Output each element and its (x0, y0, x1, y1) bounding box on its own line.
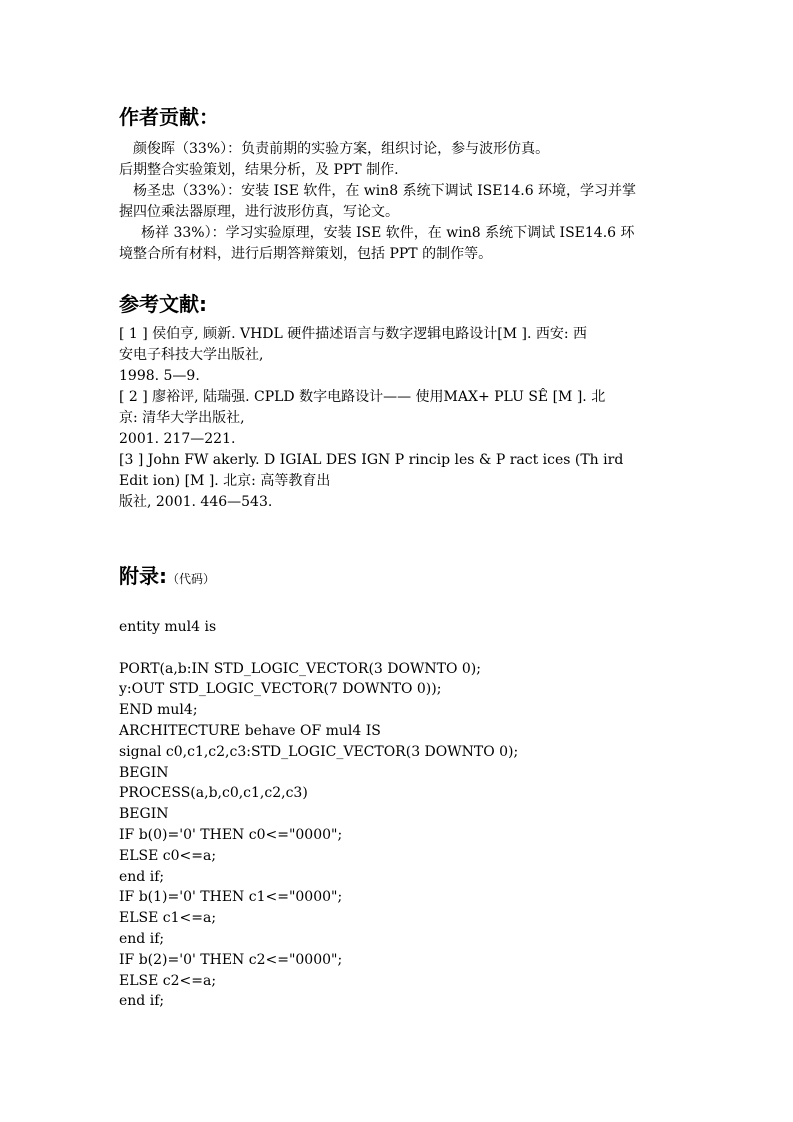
reference-line: 1998. 5—9. (119, 368, 200, 384)
code-line: ELSE c1<=a; (119, 910, 217, 927)
contribution-line: 后期整合实验策划，结果分析，及 PPT 制作. (119, 162, 399, 178)
reference-line: 版社, 2001. 446—543. (119, 494, 273, 510)
contribution-line: 握四位乘法器原理，进行波形仿真，写论文。 (119, 204, 399, 220)
code-line: BEGIN (119, 764, 169, 781)
appendix-heading-note: （代码） (167, 572, 216, 586)
contribution-line: 杨圣忠（33%）：安装 ISE 软件，在 win8 系统下调试 ISE14.6 环境，学习并掌 (133, 183, 637, 199)
code-line: end if; (119, 868, 165, 885)
reference-line: Edit ion) [M ]. 北京: 高等教育出 (119, 473, 331, 489)
reference-line: [ 2 ] 廖裕评, 陆瑞强. CPLD 数字电路设计—— 使用MAX+ PLU SÊ [M ]. 北 (119, 389, 606, 405)
code-line: IF b(2)='0' THEN c2<="0000"; (119, 951, 343, 968)
contributions-text (119, 139, 675, 265)
code-line: signal c0,c1,c2,c3:STD_LOGIC_VECTOR(3 DOWNTO 0); (119, 743, 519, 760)
code-line: BEGIN (119, 806, 169, 823)
reference-line: 京: 清华大学出版社, (119, 410, 245, 426)
code-line: END mul4; (119, 702, 198, 719)
code-line: ELSE c2<=a; (119, 972, 217, 989)
code-line: PROCESS(a,b,c0,c1,c2,c3) (119, 785, 308, 802)
code-line: ARCHITECTURE behave OF mul4 IS (119, 722, 381, 739)
contributions-heading: 作者贡献： (119, 105, 219, 129)
code-line: IF b(1)='0' THEN c1<="0000"; (119, 889, 343, 906)
code-line: entity mul4 is (119, 619, 217, 635)
code-line: end if; (119, 930, 165, 947)
contribution-line: 杨祥 33%）：学习实验原理，安装 ISE 软件，在 win8 系统下调试 ISE14.6 环 (141, 225, 635, 241)
code-line: ELSE c0<=a; (119, 847, 217, 864)
references-list (119, 324, 675, 513)
references-heading: 参考文献: (119, 292, 207, 316)
code-blank-line (119, 638, 679, 659)
reference-line: 安电子科技大学出版社, (119, 347, 264, 363)
reference-line: 2001. 217—221. (119, 431, 236, 447)
contribution-line: 境整合所有材料，进行后期答辩策划，包括 PPT 的制作等。 (119, 246, 493, 262)
code-line: PORT(a,b:IN STD_LOGIC_VECTOR(3 DOWNTO 0); (119, 660, 481, 677)
code-line: IF b(0)='0' THEN c0<="0000"; (119, 826, 343, 843)
reference-line: [ 1 ] 侯伯亨, 顾新. VHDL 硬件描述语言与数字逻辑电路设计[M ]. 西安: 西 (119, 326, 588, 342)
contribution-line: 颜俊晖（33%）：负责前期的实验方案，组织讨论，参与波形仿真。 (133, 141, 550, 157)
code-block (119, 617, 679, 1012)
reference-line: [3 ] John FW akerly. D IGIAL DES IGN P rincip les & P ract ices (Th ird (119, 452, 624, 468)
appendix-heading (119, 563, 215, 592)
appendix-heading-title: 附录: (119, 564, 167, 588)
code-line: end if; (119, 993, 165, 1010)
code-line: y:OUT STD_LOGIC_VECTOR(7 DOWNTO 0)); (119, 681, 442, 698)
